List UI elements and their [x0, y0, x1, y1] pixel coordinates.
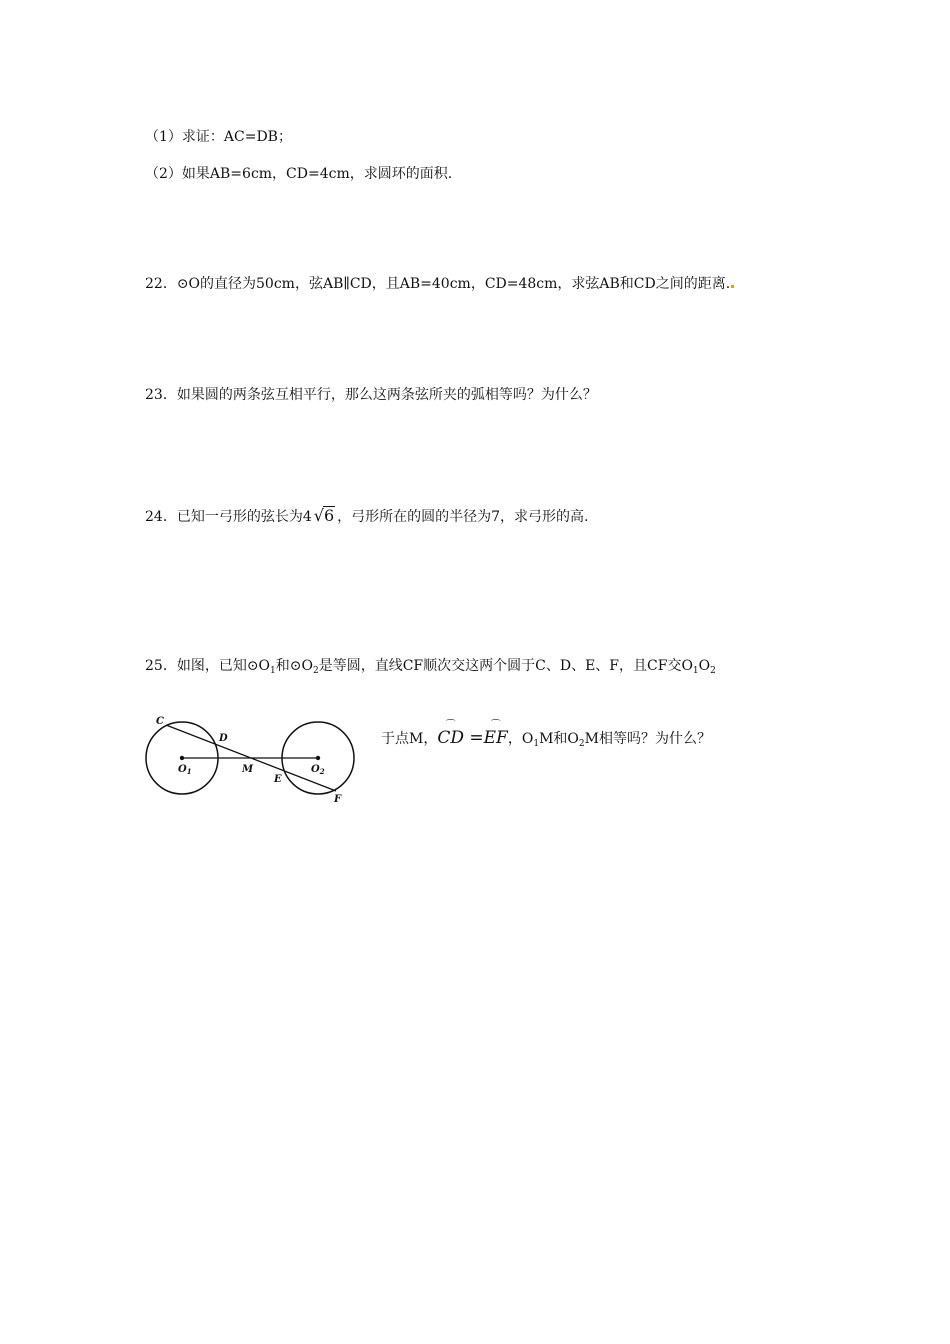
- label-o2: $O_2$: [311, 764, 325, 776]
- q25-sub: 2: [578, 739, 585, 749]
- q24-before: 24．已知一弓形的弦长为4: [145, 509, 312, 525]
- q25-sub: 2: [710, 666, 716, 676]
- yellow-dot-mark: [731, 285, 734, 288]
- q25-text-a: 25．如图，已知⊙O: [145, 658, 271, 674]
- q25-text-e: 于点M，: [381, 731, 438, 747]
- label-e: E: [274, 774, 282, 785]
- q25-text-h: M相等吗？为什么？: [584, 731, 711, 747]
- q24-after: ，弓形所在的圆的半径为7，求弓形的高.: [337, 509, 589, 525]
- equals-sign: =: [463, 728, 484, 748]
- question-25-line2: [381, 729, 711, 753]
- q25-text-c: 是等圆，直线CF顺次交这两个圆于C、D、E、F，且CF交O: [318, 658, 693, 674]
- label-d: D: [219, 733, 228, 744]
- question-25-line1: [145, 657, 716, 680]
- q25-sub: 1: [270, 666, 276, 676]
- label-o1: $O_1$: [178, 764, 192, 776]
- question-23: 23．如果圆的两条弦互相平行，那么这两条弦所夹的弧相等吗？为什么？: [145, 387, 597, 403]
- sqrt-expression: √6: [313, 506, 335, 525]
- label-m: M: [242, 764, 254, 775]
- q25-sub: 1: [533, 739, 540, 749]
- label-f: F: [334, 794, 342, 805]
- question-22: [145, 275, 734, 293]
- two-circles-figure: [140, 713, 370, 808]
- q25-text-g: M和O: [539, 731, 579, 747]
- q25-sub: 1: [692, 666, 699, 676]
- q25-text-d: O: [698, 658, 711, 674]
- question-24: [145, 506, 588, 526]
- q25-sub: 2: [312, 666, 319, 676]
- question-22-text: 22．⊙O的直径为50cm，弦AB∥CD，且AB=40cm，CD=48cm，求弦AB和CD之间的距离.: [145, 276, 731, 292]
- arc-cd: ⌒ CD: [437, 729, 464, 747]
- part-1-prove: （1）求证：AC=DB；: [145, 129, 292, 145]
- part-2-area: （2）如果AB=6cm，CD=4cm，求圆环的面积.: [145, 166, 453, 182]
- center-o1-dot: [180, 756, 184, 760]
- q25-text-f: ，O: [507, 731, 534, 747]
- label-c: C: [156, 716, 164, 727]
- arc-ef: ⌒ EF: [484, 729, 508, 747]
- center-o2-dot: [316, 756, 320, 760]
- sqrt-radicand: 6: [323, 506, 335, 525]
- q25-text-b: 和⊙O: [275, 658, 313, 674]
